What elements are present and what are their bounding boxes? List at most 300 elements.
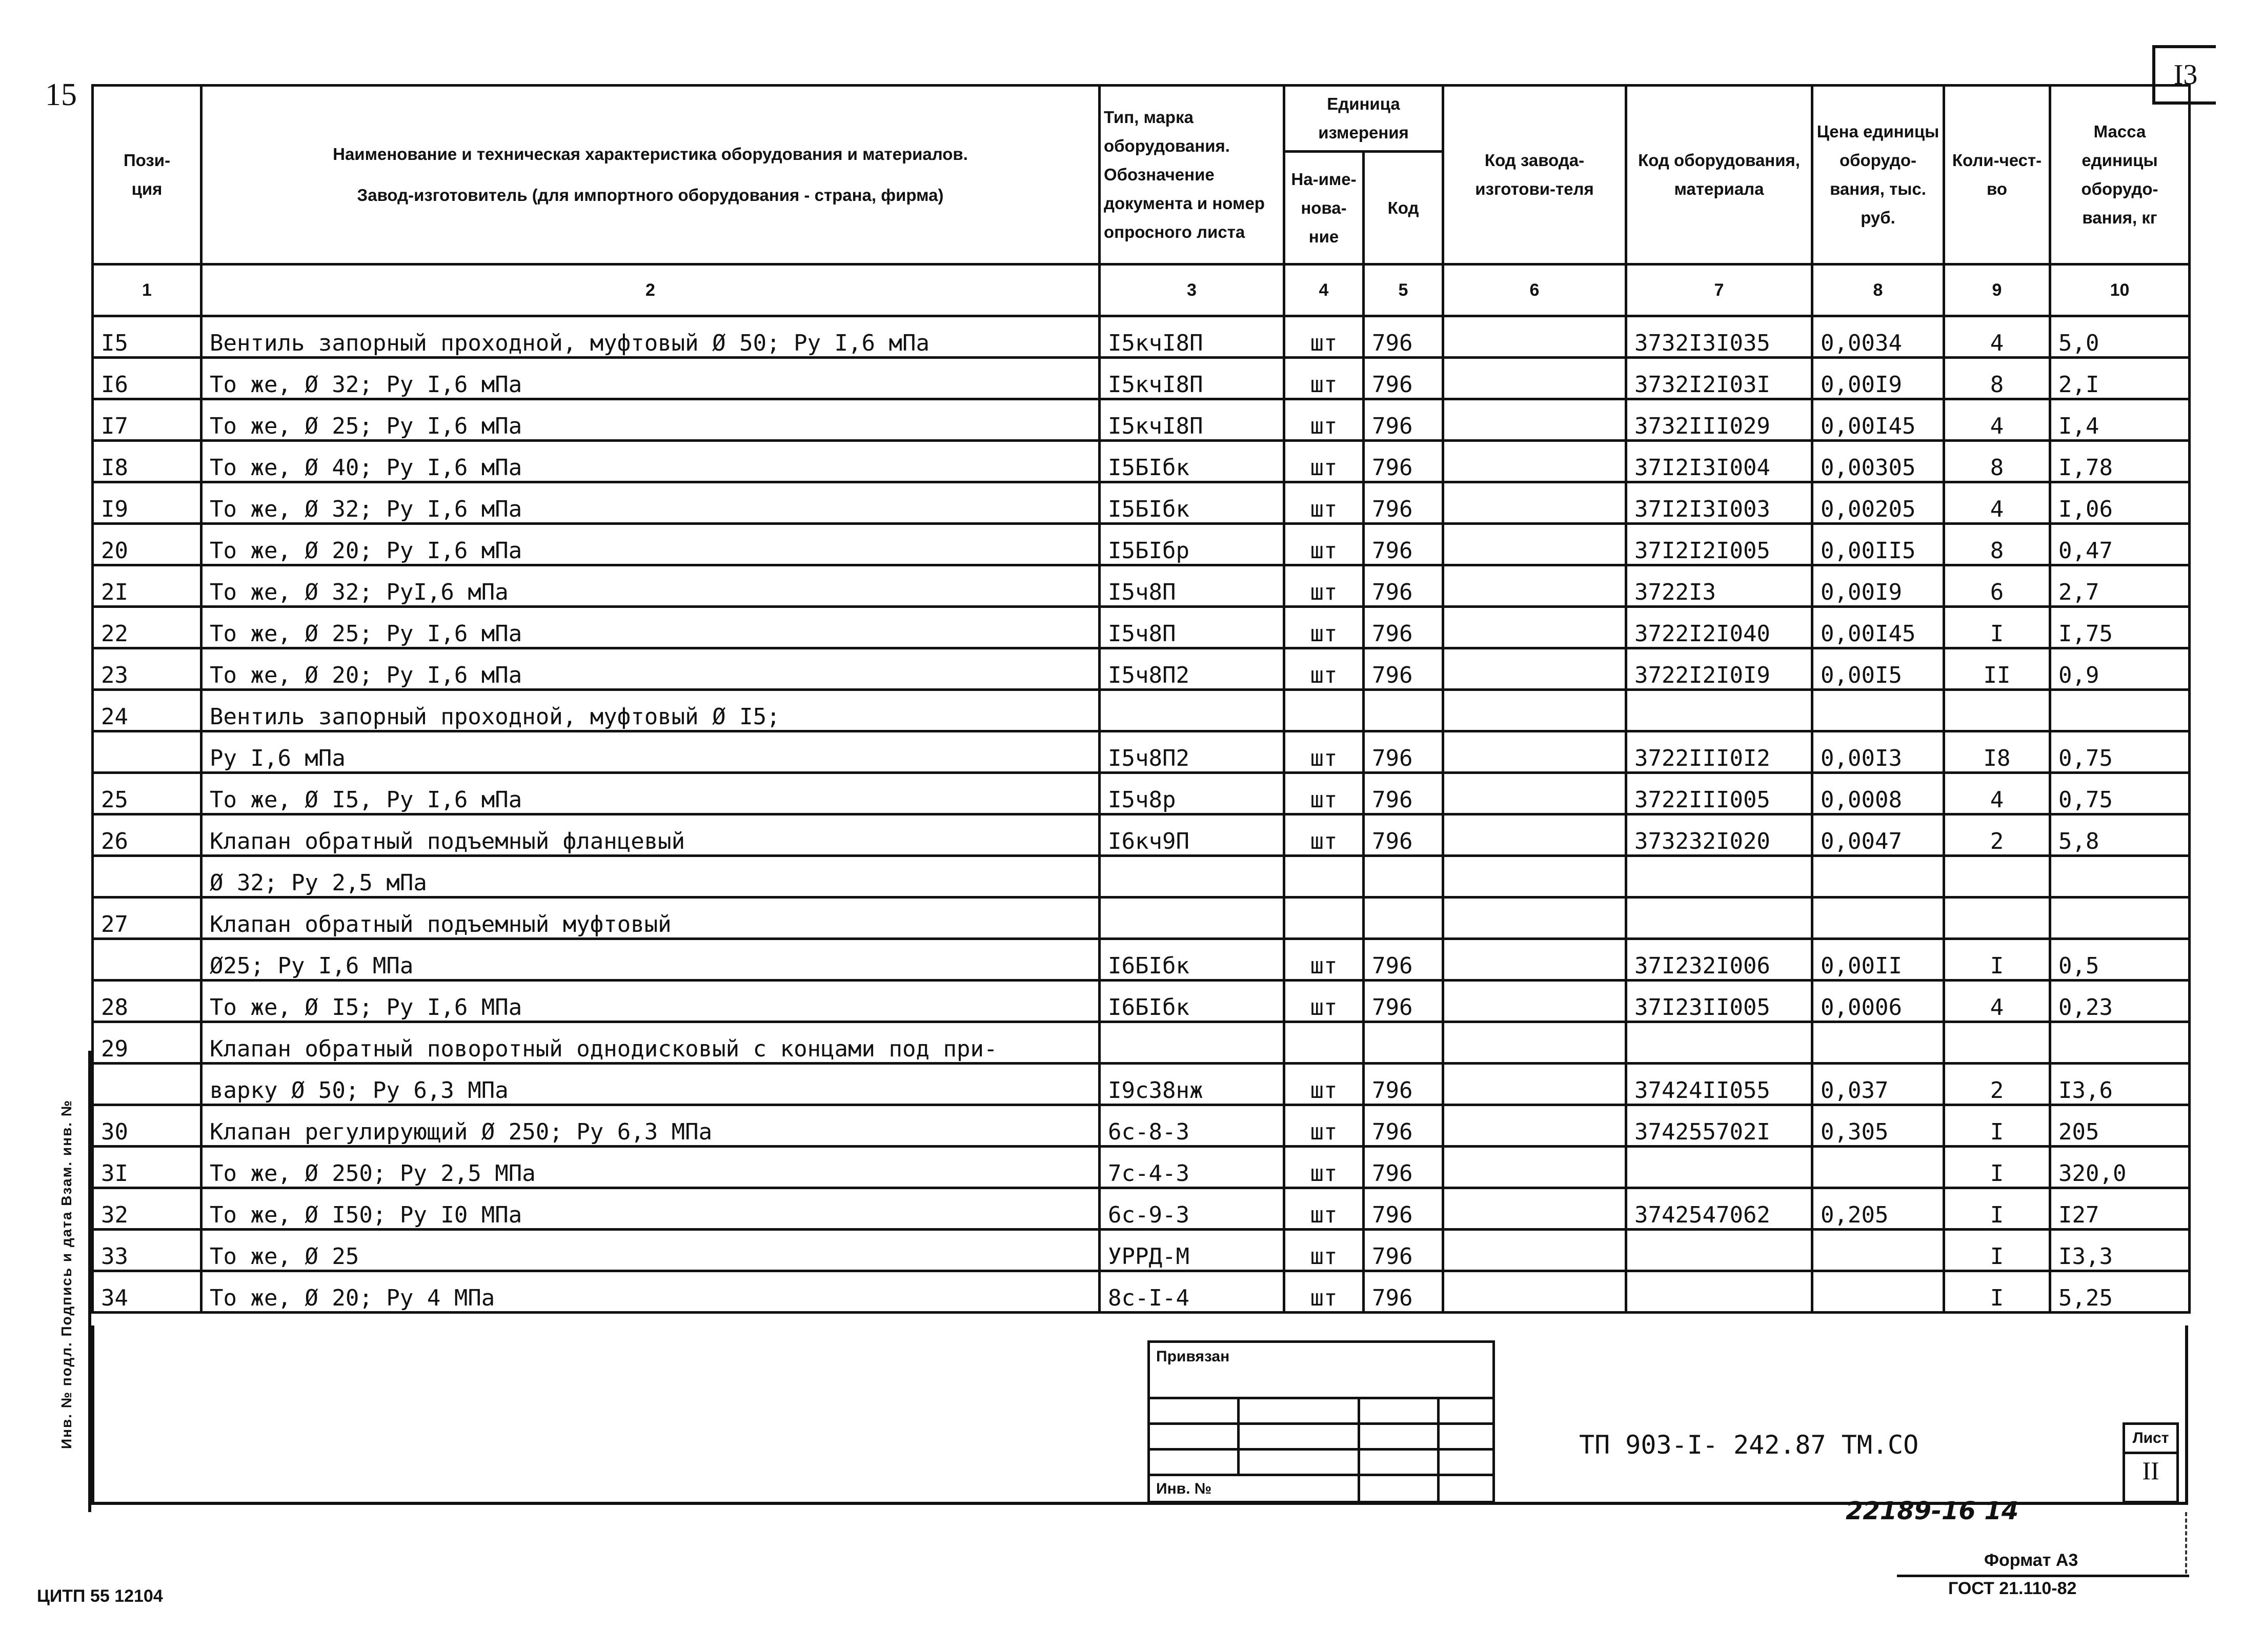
table-row: [93, 1230, 2190, 1271]
header-quantity: Коли-чест-во: [1944, 86, 2050, 264]
row-unit-code: 796: [1364, 1230, 1443, 1271]
table-row: [93, 441, 2190, 482]
row-type: I5БIбр: [1100, 524, 1284, 565]
row-type: I5ч8П: [1100, 607, 1284, 648]
row-equipment-code: 3722I2I040: [1626, 607, 1812, 648]
row-plant-code: [1443, 607, 1626, 648]
row-plant-code: [1443, 773, 1626, 814]
header-equipment-code: Код оборудования, материала: [1626, 86, 1812, 264]
header-position: Пози- ция: [93, 86, 201, 264]
table-row: [93, 607, 2190, 648]
row-price: 0,00305: [1812, 441, 1944, 482]
row-position: 28: [93, 981, 201, 1022]
row-unit-code: 796: [1364, 939, 1443, 981]
row-equipment-code: [1626, 856, 1812, 898]
document-designation: ТП 903-I- 242.87 ТМ.СО: [1579, 1430, 1919, 1460]
row-unit: шт: [1284, 1188, 1364, 1230]
row-name: То же, Ø 32; РуI,6 мПа: [201, 565, 1100, 607]
row-unit: [1284, 898, 1364, 939]
row-quantity: [1944, 856, 2050, 898]
citp-label: ЦИТП 55 12104: [37, 1586, 163, 1606]
row-equipment-code: 37I2I3I003: [1626, 482, 1812, 524]
row-plant-code: [1443, 856, 1626, 898]
row-price: [1812, 690, 1944, 731]
row-unit-code: 796: [1364, 981, 1443, 1022]
row-name: Ø 32; Ру 2,5 мПа: [201, 856, 1100, 898]
row-plant-code: [1443, 1064, 1626, 1105]
row-unit-code: 796: [1364, 565, 1443, 607]
row-position: I8: [93, 441, 201, 482]
row-unit-code: [1364, 1022, 1443, 1064]
row-unit: шт: [1284, 773, 1364, 814]
column-number: 2: [201, 264, 1100, 316]
row-equipment-code: 3722I3: [1626, 565, 1812, 607]
row-unit: шт: [1284, 1230, 1364, 1271]
table-row: [93, 482, 2190, 524]
row-position: [93, 939, 201, 981]
table-row: [93, 1064, 2190, 1105]
row-price: [1812, 1230, 1944, 1271]
row-name: Клапан регулирующий Ø 250; Ру 6,3 МПа: [201, 1105, 1100, 1147]
sheet-corner-number: I3: [2152, 45, 2216, 105]
table-row: [93, 1022, 2190, 1064]
row-price: 0,00II5: [1812, 524, 1944, 565]
row-unit-code: [1364, 856, 1443, 898]
row-plant-code: [1443, 1022, 1626, 1064]
table-row: [93, 981, 2190, 1022]
row-plant-code: [1443, 1147, 1626, 1188]
column-number: 7: [1626, 264, 1812, 316]
row-equipment-code: [1626, 898, 1812, 939]
row-name: Клапан обратный поворотный однодисковый с концами под при-: [201, 1022, 1100, 1064]
sheet-label: Лист: [2125, 1425, 2176, 1454]
row-mass: [2050, 856, 2190, 898]
row-unit: шт: [1284, 1105, 1364, 1147]
row-equipment-code: [1626, 1230, 1812, 1271]
row-equipment-code: 37I232I006: [1626, 939, 1812, 981]
row-type: I5БIбк: [1100, 441, 1284, 482]
row-type: 6с-8-3: [1100, 1105, 1284, 1147]
row-name: То же, Ø 20; Ру I,6 мПа: [201, 524, 1100, 565]
row-mass: 0,5: [2050, 939, 2190, 981]
column-number: 6: [1443, 264, 1626, 316]
row-price: [1812, 898, 1944, 939]
row-price: [1812, 1147, 1944, 1188]
cut-line: [2185, 1512, 2189, 1574]
row-name: То же, Ø I5; Ру I,6 МПа: [201, 981, 1100, 1022]
format-label: Формат А3: [1984, 1551, 2078, 1570]
row-unit-code: 796: [1364, 441, 1443, 482]
row-position: I7: [93, 399, 201, 441]
row-quantity: I8: [1944, 731, 2050, 773]
row-position: 23: [93, 648, 201, 690]
row-type: I5ч8р: [1100, 773, 1284, 814]
stamp-line: [1150, 1397, 1492, 1399]
stamp-inventory-label: Инв. №: [1156, 1480, 1212, 1497]
row-type: I6БIбк: [1100, 981, 1284, 1022]
row-quantity: 4: [1944, 399, 2050, 441]
row-name: То же, Ø 32; Ру I,6 мПа: [201, 358, 1100, 399]
table-row: [93, 939, 2190, 981]
row-type: I5ч8П2: [1100, 648, 1284, 690]
row-equipment-code: 3722I2I0I9: [1626, 648, 1812, 690]
binding-stamp: [1147, 1340, 1495, 1503]
sheet-number-box: [2123, 1422, 2179, 1503]
stamp-line: [1150, 1422, 1492, 1425]
row-quantity: I: [1944, 1271, 2050, 1313]
row-mass: [2050, 1022, 2190, 1064]
row-name: Вентиль запорный проходной, муфтовый Ø 50; Ру I,6 мПа: [201, 316, 1100, 358]
table-row: [93, 648, 2190, 690]
row-type: [1100, 690, 1284, 731]
row-plant-code: [1443, 358, 1626, 399]
row-equipment-code: 3742547062: [1626, 1188, 1812, 1230]
row-mass: I,78: [2050, 441, 2190, 482]
title-block-frame: [91, 1325, 2188, 1505]
row-unit: шт: [1284, 607, 1364, 648]
row-name: Клапан обратный подъемный фланцевый: [201, 814, 1100, 856]
table-row: [93, 731, 2190, 773]
row-quantity: I: [1944, 1147, 2050, 1188]
row-equipment-code: [1626, 690, 1812, 731]
row-position: 30: [93, 1105, 201, 1147]
row-quantity: 2: [1944, 814, 2050, 856]
row-type: 8с-I-4: [1100, 1271, 1284, 1313]
row-mass: 0,23: [2050, 981, 2190, 1022]
row-mass: I27: [2050, 1188, 2190, 1230]
row-position: [93, 856, 201, 898]
row-unit-code: 796: [1364, 1188, 1443, 1230]
row-price: 0,00I9: [1812, 565, 1944, 607]
row-name: Ø25; Ру I,6 МПа: [201, 939, 1100, 981]
row-name: То же, Ø I50; Ру I0 МПа: [201, 1188, 1100, 1230]
gost-rule: [1897, 1575, 2189, 1577]
row-equipment-code: 37I23II005: [1626, 981, 1812, 1022]
row-mass: [2050, 690, 2190, 731]
table-row: [93, 856, 2190, 898]
row-price: [1812, 1022, 1944, 1064]
row-position: 26: [93, 814, 201, 856]
row-plant-code: [1443, 814, 1626, 856]
row-unit-code: 796: [1364, 814, 1443, 856]
row-unit: шт: [1284, 524, 1364, 565]
row-type: I5кчI8П: [1100, 316, 1284, 358]
row-unit-code: 796: [1364, 1147, 1443, 1188]
row-mass: I,06: [2050, 482, 2190, 524]
row-quantity: [1944, 690, 2050, 731]
row-unit-code: 796: [1364, 316, 1443, 358]
header-mass: Масса единицы оборудо-вания, кг: [2050, 86, 2190, 264]
header-plant-code: Код завода-изготови-теля: [1443, 86, 1626, 264]
row-plant-code: [1443, 482, 1626, 524]
row-equipment-code: [1626, 1022, 1812, 1064]
row-mass: I3,3: [2050, 1230, 2190, 1271]
row-type: I5ч8П2: [1100, 731, 1284, 773]
row-position: 24: [93, 690, 201, 731]
row-price: 0,0006: [1812, 981, 1944, 1022]
row-price: 0,0034: [1812, 316, 1944, 358]
row-unit-code: 796: [1364, 1105, 1443, 1147]
row-unit: шт: [1284, 648, 1364, 690]
row-position: 25: [93, 773, 201, 814]
stamp-line: [1150, 1448, 1492, 1451]
row-quantity: [1944, 1022, 2050, 1064]
page-number: 15: [45, 77, 77, 112]
row-mass: 0,75: [2050, 773, 2190, 814]
row-unit: [1284, 1022, 1364, 1064]
table-row: [93, 1188, 2190, 1230]
row-quantity: I: [1944, 939, 2050, 981]
row-unit: шт: [1284, 731, 1364, 773]
row-quantity: 4: [1944, 773, 2050, 814]
row-price: [1812, 856, 1944, 898]
row-plant-code: [1443, 1105, 1626, 1147]
row-unit-code: [1364, 898, 1443, 939]
stamp-line: [1237, 1397, 1240, 1474]
row-unit-code: 796: [1364, 648, 1443, 690]
row-plant-code: [1443, 1188, 1626, 1230]
row-plant-code: [1443, 441, 1626, 482]
row-position: 32: [93, 1188, 201, 1230]
column-number: 4: [1284, 264, 1364, 316]
table-row: [93, 1271, 2190, 1313]
row-position: 27: [93, 898, 201, 939]
row-equipment-code: 3722III005: [1626, 773, 1812, 814]
row-quantity: [1944, 898, 2050, 939]
row-mass: 0,75: [2050, 731, 2190, 773]
header-type: Тип, марка оборудования. Обозначение документа и номер опросного листа: [1100, 86, 1284, 264]
row-price: [1812, 1271, 1944, 1313]
row-type: 6с-9-3: [1100, 1188, 1284, 1230]
row-name: Ру I,6 мПа: [201, 731, 1100, 773]
table-row: [93, 358, 2190, 399]
row-unit-code: 796: [1364, 1271, 1443, 1313]
row-plant-code: [1443, 731, 1626, 773]
column-number: 1: [93, 264, 201, 316]
row-price: 0,205: [1812, 1188, 1944, 1230]
row-unit: шт: [1284, 565, 1364, 607]
row-type: 7с-4-3: [1100, 1147, 1284, 1188]
row-mass: [2050, 898, 2190, 939]
row-equipment-code: [1626, 1271, 1812, 1313]
row-position: 3I: [93, 1147, 201, 1188]
row-equipment-code: 37I2I3I004: [1626, 441, 1812, 482]
row-price: 0,00II: [1812, 939, 1944, 981]
row-unit: шт: [1284, 482, 1364, 524]
row-quantity: 8: [1944, 358, 2050, 399]
row-name: То же, Ø 20; Ру 4 МПа: [201, 1271, 1100, 1313]
row-name: То же, Ø 20; Ру I,6 мПа: [201, 648, 1100, 690]
row-mass: 205: [2050, 1105, 2190, 1147]
row-plant-code: [1443, 524, 1626, 565]
row-mass: I,4: [2050, 399, 2190, 441]
gost-label: ГОСТ 21.110-82: [1948, 1579, 2077, 1598]
header-price: Цена единицы оборудо-вания, тыс. руб.: [1812, 86, 1944, 264]
row-price: 0,037: [1812, 1064, 1944, 1105]
stamp-line: [1437, 1397, 1440, 1503]
row-type: [1100, 898, 1284, 939]
row-unit: шт: [1284, 358, 1364, 399]
row-mass: 0,47: [2050, 524, 2190, 565]
row-unit-code: 796: [1364, 482, 1443, 524]
row-name: То же, Ø 32; Ру I,6 мПа: [201, 482, 1100, 524]
row-unit: шт: [1284, 1064, 1364, 1105]
row-equipment-code: 3722III0I2: [1626, 731, 1812, 773]
left-strip-text: Инв. № подл. Подпись и дата Взам. инв. №: [58, 1099, 74, 1450]
row-plant-code: [1443, 981, 1626, 1022]
table-row: [93, 773, 2190, 814]
row-unit: [1284, 690, 1364, 731]
row-equipment-code: 37I2I2I005: [1626, 524, 1812, 565]
row-position: I6: [93, 358, 201, 399]
row-quantity: 4: [1944, 316, 2050, 358]
row-name: То же, Ø 25; Ру I,6 мПа: [201, 607, 1100, 648]
row-name: То же, Ø 40; Ру I,6 мПа: [201, 441, 1100, 482]
row-type: УРРД-М: [1100, 1230, 1284, 1271]
row-type: I6кч9П: [1100, 814, 1284, 856]
row-price: 0,0008: [1812, 773, 1944, 814]
header-unit-code: Код: [1364, 152, 1443, 264]
row-unit: шт: [1284, 1271, 1364, 1313]
specification-table: [91, 84, 2191, 1314]
table-row: [93, 399, 2190, 441]
row-position: [93, 1064, 201, 1105]
row-price: 0,00I5: [1812, 648, 1944, 690]
row-type: I6БIбк: [1100, 939, 1284, 981]
column-number: 10: [2050, 264, 2190, 316]
row-unit-code: 796: [1364, 1064, 1443, 1105]
row-quantity: I: [1944, 1105, 2050, 1147]
row-mass: 5,8: [2050, 814, 2190, 856]
row-quantity: II: [1944, 648, 2050, 690]
row-name: То же, Ø 25; Ру I,6 мПа: [201, 399, 1100, 441]
row-equipment-code: 3732III029: [1626, 399, 1812, 441]
row-name: То же, Ø 25: [201, 1230, 1100, 1271]
row-unit: [1284, 856, 1364, 898]
row-unit-code: 796: [1364, 773, 1443, 814]
left-margin-strip: [41, 1051, 91, 1512]
row-type: I9с38нж: [1100, 1064, 1284, 1105]
row-quantity: I: [1944, 1188, 2050, 1230]
row-name: варку Ø 50; Ру 6,3 МПа: [201, 1064, 1100, 1105]
column-number: 9: [1944, 264, 2050, 316]
row-position: 22: [93, 607, 201, 648]
row-price: 0,00I3: [1812, 731, 1944, 773]
row-quantity: I: [1944, 607, 2050, 648]
table-row: [93, 1147, 2190, 1188]
row-name: Клапан обратный подъемный муфтовый: [201, 898, 1100, 939]
row-quantity: 8: [1944, 524, 2050, 565]
row-unit-code: 796: [1364, 399, 1443, 441]
row-plant-code: [1443, 399, 1626, 441]
row-mass: 2,7: [2050, 565, 2190, 607]
row-plant-code: [1443, 565, 1626, 607]
column-number: 8: [1812, 264, 1944, 316]
header-unit-group: Единица измерения: [1284, 86, 1443, 152]
row-position: 34: [93, 1271, 201, 1313]
row-quantity: 4: [1944, 482, 2050, 524]
row-mass: I,75: [2050, 607, 2190, 648]
row-equipment-code: [1626, 1147, 1812, 1188]
row-name: Вентиль запорный проходной, муфтовый Ø I5;: [201, 690, 1100, 731]
row-position: 20: [93, 524, 201, 565]
row-name: То же, Ø 250; Ру 2,5 МПа: [201, 1147, 1100, 1188]
table-row: [93, 1105, 2190, 1147]
column-number: 3: [1100, 264, 1284, 316]
row-quantity: 4: [1944, 981, 2050, 1022]
row-mass: I3,6: [2050, 1064, 2190, 1105]
table-body: [93, 316, 2190, 1313]
row-unit-code: 796: [1364, 731, 1443, 773]
row-type: I5кчI8П: [1100, 358, 1284, 399]
table-row: [93, 690, 2190, 731]
table-row: [93, 565, 2190, 607]
table-row: [93, 898, 2190, 939]
row-equipment-code: 374255702I: [1626, 1105, 1812, 1147]
row-unit: шт: [1284, 441, 1364, 482]
row-unit: шт: [1284, 316, 1364, 358]
row-position: I5: [93, 316, 201, 358]
row-unit-code: 796: [1364, 524, 1443, 565]
row-position: I9: [93, 482, 201, 524]
row-equipment-code: 3732I3I035: [1626, 316, 1812, 358]
table-row: [93, 524, 2190, 565]
row-position: [93, 731, 201, 773]
sheet-value: II: [2142, 1456, 2159, 1485]
row-unit-code: [1364, 690, 1443, 731]
table-row: [93, 316, 2190, 358]
row-type: I5кчI8П: [1100, 399, 1284, 441]
row-unit: шт: [1284, 1147, 1364, 1188]
row-quantity: 8: [1944, 441, 2050, 482]
row-price: 0,00205: [1812, 482, 1944, 524]
header-unit-name: На-име-нова-ние: [1284, 152, 1364, 264]
table-row: [93, 814, 2190, 856]
row-mass: 5,0: [2050, 316, 2190, 358]
row-mass: 5,25: [2050, 1271, 2190, 1313]
row-unit: шт: [1284, 981, 1364, 1022]
stamp-line: [1150, 1474, 1492, 1476]
row-price: 0,0047: [1812, 814, 1944, 856]
row-unit: шт: [1284, 939, 1364, 981]
row-price: 0,305: [1812, 1105, 1944, 1147]
row-price: 0,00I9: [1812, 358, 1944, 399]
row-equipment-code: 3732I2I03I: [1626, 358, 1812, 399]
row-mass: 2,I: [2050, 358, 2190, 399]
column-number-row: [93, 264, 2190, 316]
row-quantity: 6: [1944, 565, 2050, 607]
row-type: I5ч8П: [1100, 565, 1284, 607]
row-plant-code: [1443, 648, 1626, 690]
row-equipment-code: 37424II055: [1626, 1064, 1812, 1105]
row-position: 2I: [93, 565, 201, 607]
row-unit: шт: [1284, 814, 1364, 856]
row-price: 0,00I45: [1812, 607, 1944, 648]
row-position: 29: [93, 1022, 201, 1064]
row-type: [1100, 1022, 1284, 1064]
row-mass: 320,0: [2050, 1147, 2190, 1188]
header-name: Наименование и техническая характеристика оборудования и материалов. Завод-изготовитель (для импортного оборудования - страна, фирма): [201, 86, 1100, 264]
stamp-privyazan-label: Привязан: [1156, 1348, 1230, 1365]
row-name: То же, Ø I5, Ру I,6 мПа: [201, 773, 1100, 814]
row-price: 0,00I45: [1812, 399, 1944, 441]
row-unit-code: 796: [1364, 607, 1443, 648]
row-plant-code: [1443, 1271, 1626, 1313]
row-plant-code: [1443, 939, 1626, 981]
row-mass: 0,9: [2050, 648, 2190, 690]
row-quantity: I: [1944, 1230, 2050, 1271]
row-plant-code: [1443, 898, 1626, 939]
